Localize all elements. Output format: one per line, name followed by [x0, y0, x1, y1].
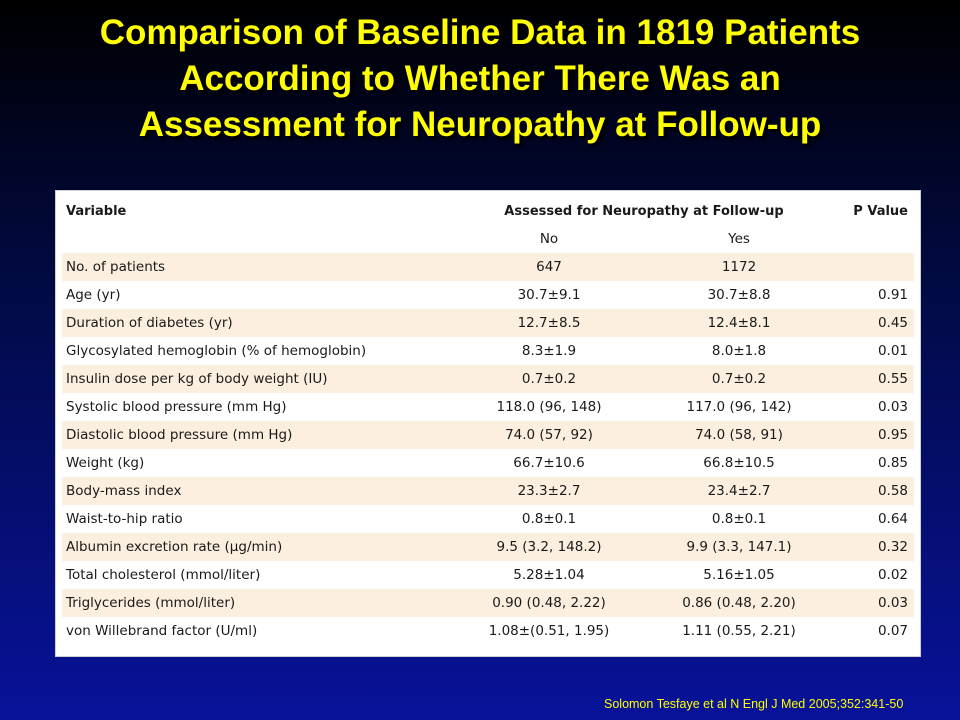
cell-variable: Waist-to-hip ratio — [66, 511, 183, 527]
cell-no: 118.0 (96, 148) — [496, 399, 602, 415]
cell-yes: 30.7±8.8 — [707, 287, 771, 303]
cell-p-value: 0.95 — [834, 421, 914, 449]
cell-p-value: 0.03 — [877, 399, 909, 415]
subheader-empty-p — [834, 225, 914, 253]
cell-yes: 23.4±2.7 — [644, 477, 834, 505]
table-row — [62, 561, 914, 589]
cell-p-value: 0.45 — [834, 309, 914, 337]
table-row — [62, 253, 914, 281]
cell-no: 9.5 (3.2, 148.2) — [454, 533, 644, 561]
cell-yes: 74.0 (58, 91) — [644, 421, 834, 449]
header-p-value: P Value — [853, 203, 909, 219]
cell-no: 647 — [454, 253, 644, 281]
subheader-no: No — [539, 231, 559, 247]
cell-p-value: 0.32 — [834, 533, 914, 561]
table-subheader-row — [62, 225, 914, 253]
table-row — [62, 505, 914, 533]
slide-title-line-2: According to Whether There Was an — [179, 59, 781, 98]
citation: Solomon Tesfaye et al N Engl J Med 2005;352:341-50 — [604, 697, 904, 711]
slide-title-line-3: Assessment for Neuropathy at Follow-up — [138, 105, 822, 144]
cell-variable: Insulin dose per kg of body weight (IU) — [62, 365, 454, 393]
table-row — [62, 477, 914, 505]
cell-variable: von Willebrand factor (U/ml) — [66, 623, 258, 639]
cell-no: 66.7±10.6 — [513, 455, 585, 471]
cell-yes: 117.0 (96, 142) — [686, 399, 792, 415]
header-variable: Variable — [66, 203, 127, 219]
cell-variable: Age (yr) — [66, 287, 121, 303]
cell-variable: Triglycerides (mmol/liter) — [62, 589, 454, 617]
cell-no: 5.28±1.04 — [513, 567, 585, 583]
cell-yes: 0.8±0.1 — [711, 511, 767, 527]
cell-p-value: 0.55 — [834, 365, 914, 393]
table-row — [62, 421, 914, 449]
table-row — [62, 337, 914, 365]
cell-yes: 66.8±10.5 — [703, 455, 775, 471]
baseline-data-table-card — [55, 190, 921, 657]
cell-yes: 12.4±8.1 — [644, 309, 834, 337]
cell-variable: Body-mass index — [62, 477, 454, 505]
slide-title — [0, 10, 960, 148]
cell-variable: Albumin excretion rate (μg/min) — [62, 533, 454, 561]
cell-no: 74.0 (57, 92) — [454, 421, 644, 449]
cell-p-value: 0.01 — [877, 343, 909, 359]
table-body — [62, 253, 914, 645]
cell-no: 8.3±1.9 — [521, 343, 577, 359]
cell-variable: Diastolic blood pressure (mm Hg) — [62, 421, 454, 449]
subheader-empty — [62, 225, 454, 253]
table-row — [62, 281, 914, 309]
cell-variable: Duration of diabetes (yr) — [62, 309, 454, 337]
table-row — [62, 365, 914, 393]
cell-variable: Systolic blood pressure (mm Hg) — [66, 399, 287, 415]
table-header-row — [62, 197, 914, 225]
cell-yes: 9.9 (3.3, 147.1) — [644, 533, 834, 561]
header-assessed: Assessed for Neuropathy at Follow-up — [504, 203, 784, 219]
cell-no: 23.3±2.7 — [454, 477, 644, 505]
cell-p-value: 0.91 — [877, 287, 909, 303]
table-row — [62, 589, 914, 617]
baseline-data-table — [62, 197, 914, 645]
table-row — [62, 449, 914, 477]
cell-no: 30.7±9.1 — [517, 287, 581, 303]
cell-yes: 8.0±1.8 — [711, 343, 767, 359]
cell-variable: Total cholesterol (mmol/liter) — [66, 567, 261, 583]
cell-p-value: 0.58 — [834, 477, 914, 505]
cell-no: 1.08±(0.51, 1.95) — [488, 623, 610, 639]
cell-no: 12.7±8.5 — [454, 309, 644, 337]
cell-yes: 1.11 (0.55, 2.21) — [682, 623, 796, 639]
cell-yes: 0.7±0.2 — [644, 365, 834, 393]
cell-no: 0.7±0.2 — [454, 365, 644, 393]
slide-title-line-1: Comparison of Baseline Data in 1819 Patients — [99, 13, 861, 52]
table-row — [62, 393, 914, 421]
table-row — [62, 533, 914, 561]
cell-p-value: 0.07 — [877, 623, 909, 639]
cell-yes: 1172 — [644, 253, 834, 281]
cell-p-value — [834, 253, 914, 281]
table-row — [62, 309, 914, 337]
cell-no: 0.8±0.1 — [521, 511, 577, 527]
subheader-yes: Yes — [728, 231, 750, 247]
cell-p-value: 0.02 — [877, 567, 909, 583]
cell-variable: Glycosylated hemoglobin (% of hemoglobin) — [66, 343, 367, 359]
cell-variable: No. of patients — [62, 253, 454, 281]
cell-yes: 5.16±1.05 — [703, 567, 775, 583]
cell-no: 0.90 (0.48, 2.22) — [454, 589, 644, 617]
cell-yes: 0.86 (0.48, 2.20) — [644, 589, 834, 617]
cell-p-value: 0.85 — [877, 455, 909, 471]
cell-variable: Weight (kg) — [66, 455, 145, 471]
cell-p-value: 0.64 — [877, 511, 909, 527]
table-row — [62, 617, 914, 645]
cell-p-value: 0.03 — [834, 589, 914, 617]
